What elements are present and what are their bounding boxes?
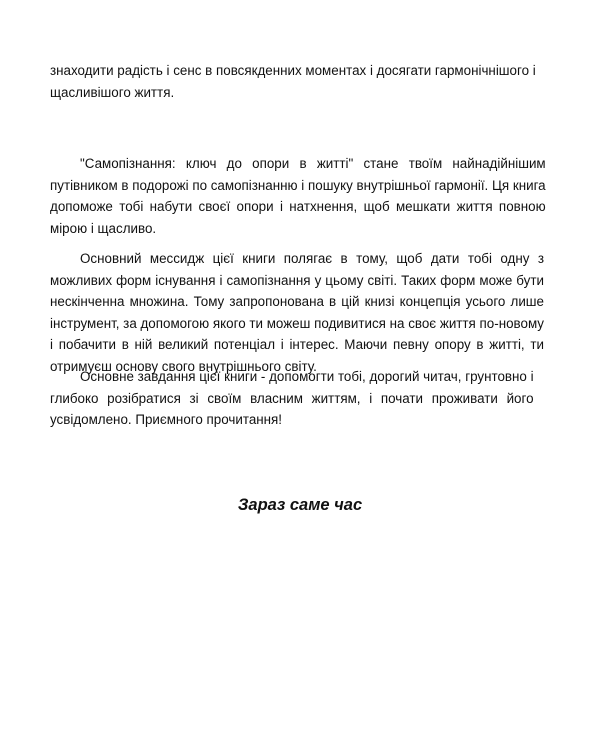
text-line: Основне завдання цієї книги - допомогти тобі, дорогий читач, грунтовно і (80, 369, 534, 384)
text-line: путівником в подорожі по самопізнанню і пошуку внутрішньої гармонії. Ця книга (50, 177, 546, 193)
text-line: нескінченна множина. Тому запропонована в цій книзі концепція усього лише (50, 294, 544, 310)
text-line: знаходити радість і сенс в повсякденних моментах і досягати гармонічнішого і (50, 63, 536, 78)
paragraph-3 (50, 248, 544, 378)
text-line: допоможе тобі набути своєї опори і натхнення, щоб мешкати життя повною (50, 199, 546, 215)
section-heading: Зараз саме час (237, 496, 363, 514)
paragraph-4 (50, 366, 534, 431)
text-line: усвідомлено. Приємного прочитання! (50, 412, 283, 428)
text-line: щасливішого життя. (50, 84, 175, 100)
paragraph-2 (50, 153, 546, 239)
text-line: можливих форм існування і самопізнання у цьому світі. Таких форм може бути (50, 272, 544, 288)
paragraph-1 (50, 60, 536, 103)
text-line: інструмент, за допомогою якого ти можеш подивитися на своє життя по-новому (50, 315, 544, 331)
text-line: Основний мессидж цієї книги полягає в тому, щоб дати тобі одну з (80, 251, 544, 266)
text-line: мірою і щасливо. (50, 220, 157, 236)
text-line: "Самопізнання: ключ до опори в житті" стане твоїм найнадійнішим (80, 156, 546, 171)
text-line: і побачити в ній великий потенціал і інтерес. Маючи певну опору в житті, ти (50, 337, 544, 353)
text-line: глибоко розібратися зі своїм власним життям, і почати проживати його (50, 390, 534, 406)
text-line: отримуєш основу свого внутрішнього світу. (50, 358, 317, 374)
